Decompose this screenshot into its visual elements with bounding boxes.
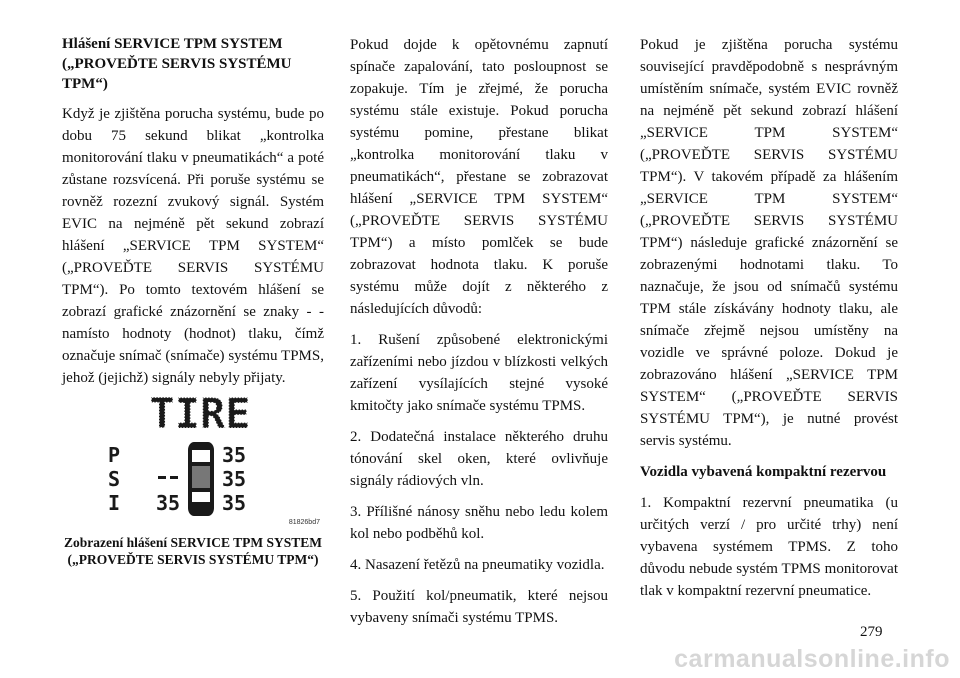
watermark: carmanualsonline.info [674,645,950,673]
image-code: 81826bd7 [288,519,320,526]
column-left [62,34,324,398]
column-right [640,34,898,611]
paragraph: Pokud je zjištěna porucha systému související pravděpodobně s nesprávným umístěním snímače, systém EVIC rovněž na nejméně pět sekund zobrazí hlášení „SERVICE TPM SYSTEM“ („PROVEĎTE SERVIS SYSTÉMU TPM“). V takovém případě za hlášením „SERVICE TPM SYSTEM“ („PROVEĎTE SERVIS SYSTÉMU TPM“) následuje grafické znázornění se zobrazenými hodnotami tlaku. To naznačuje, že jsou od snímačů systému TPM stále získávány hodnoty tlaku, ale snímače zřejmě nejsou umístěny na vozidle ve správné poloze. Dokud je zobrazováno hlášení „SERVICE TPM SYSTEM“ („PROVEĎTE SERVIS SYSTÉMU TPM“), je nutné provést servis systému. [640,37,898,449]
pressure-value: 35 [222,467,247,491]
display-letter: I [108,491,121,515]
pressure-value: 35 [156,491,181,515]
list-item: 1. Rušení způsobené elektronickými zařízeními nebo jízdou v blízkosti velkých zařízení vysílajících stejné vysoké kmitočty jako snímače systému TPMS. [350,332,608,414]
tpm-display-figure [62,380,324,528]
display-letter: S [108,467,121,491]
car-outline-icon [188,442,214,516]
list-item: 4. Nasazení řetězů na pneumatiky vozidla. [350,557,605,573]
column-middle [350,34,608,638]
paragraph: Pokud dojde k opětovnému zapnutí spínače zapalování, tato posloupnost se zopakuje. Tím je zřejmé, že porucha systému stále existuje. Pokud porucha systému pomine, přestane blikat „kontrolka monitorování tlaku v pneumatikách“, přestane se zobrazovat hlášení „SERVICE TPM SYSTEM“ („PROVEĎTE SERVIS SYSTÉMU TPM“) a místo pomlček se bude zobrazovat hodnota tlaku. K poruše systému může dojít z některého z následujících důvodů: [350,37,608,317]
display-title: TIRE [149,389,251,438]
list-item: 2. Dodatečná instalace některého druhu tónování skel oken, které ovlivňuje signály rádiových vln. [350,429,608,489]
pressure-value: 35 [222,443,247,467]
paragraph: 1. Kompaktní rezervní pneumatika (u určitých verzí / pro určité trhy) není vybavena systémem TPMS. Z toho důvodu nebude systém TPMS monitorovat tlak v kompaktní rezervní pneumatice. [640,495,898,599]
pressure-value: 35 [222,491,247,515]
list-item: 3. Přílišné nánosy sněhu nebo ledu kolem kol nebo podběhů kol. [350,504,608,542]
subheading: Vozidla vybavená kompaktní rezervou [640,464,887,480]
list-item: 5. Použití kol/pneumatik, které nejsou vybaveny snímači systému TPMS. [350,588,608,626]
display-letter: P [108,443,121,467]
figure-caption: Zobrazení hlášení SERVICE TPM SYSTEM („PROVEĎTE SERVIS SYSTÉMU TPM“) [63,535,323,567]
paragraph: Když je zjištěna porucha systému, bude po dobu 75 sekund blikat „kontrolka monitorování tlaku v pneumatikách“ a poté zůstane rozsvícená. Při poruše systému se rovněž rozezní zvukový signál. Systém EVIC na nejméně pět sekund zobrazí hlášení „SERVICE TPM SYSTEM“ („PROVEĎTE SERVIS SYSTÉMU TPM“). Po tomto textovém hlášení se zobrazí grafické znázornění se znaky - - namísto hodnoty (hodnot) tlaku, čímž označuje snímač (snímače) systému TPMS, jehož (jejichž) signály nebyly přijaty. [62,106,324,386]
section-heading: Hlášení SERVICE TPM SYSTEM („PROVEĎTE SERVIS SYSTÉMU TPM“) [62,36,292,92]
page-number: 279 [860,624,883,640]
missing-value-dashes [158,476,178,479]
